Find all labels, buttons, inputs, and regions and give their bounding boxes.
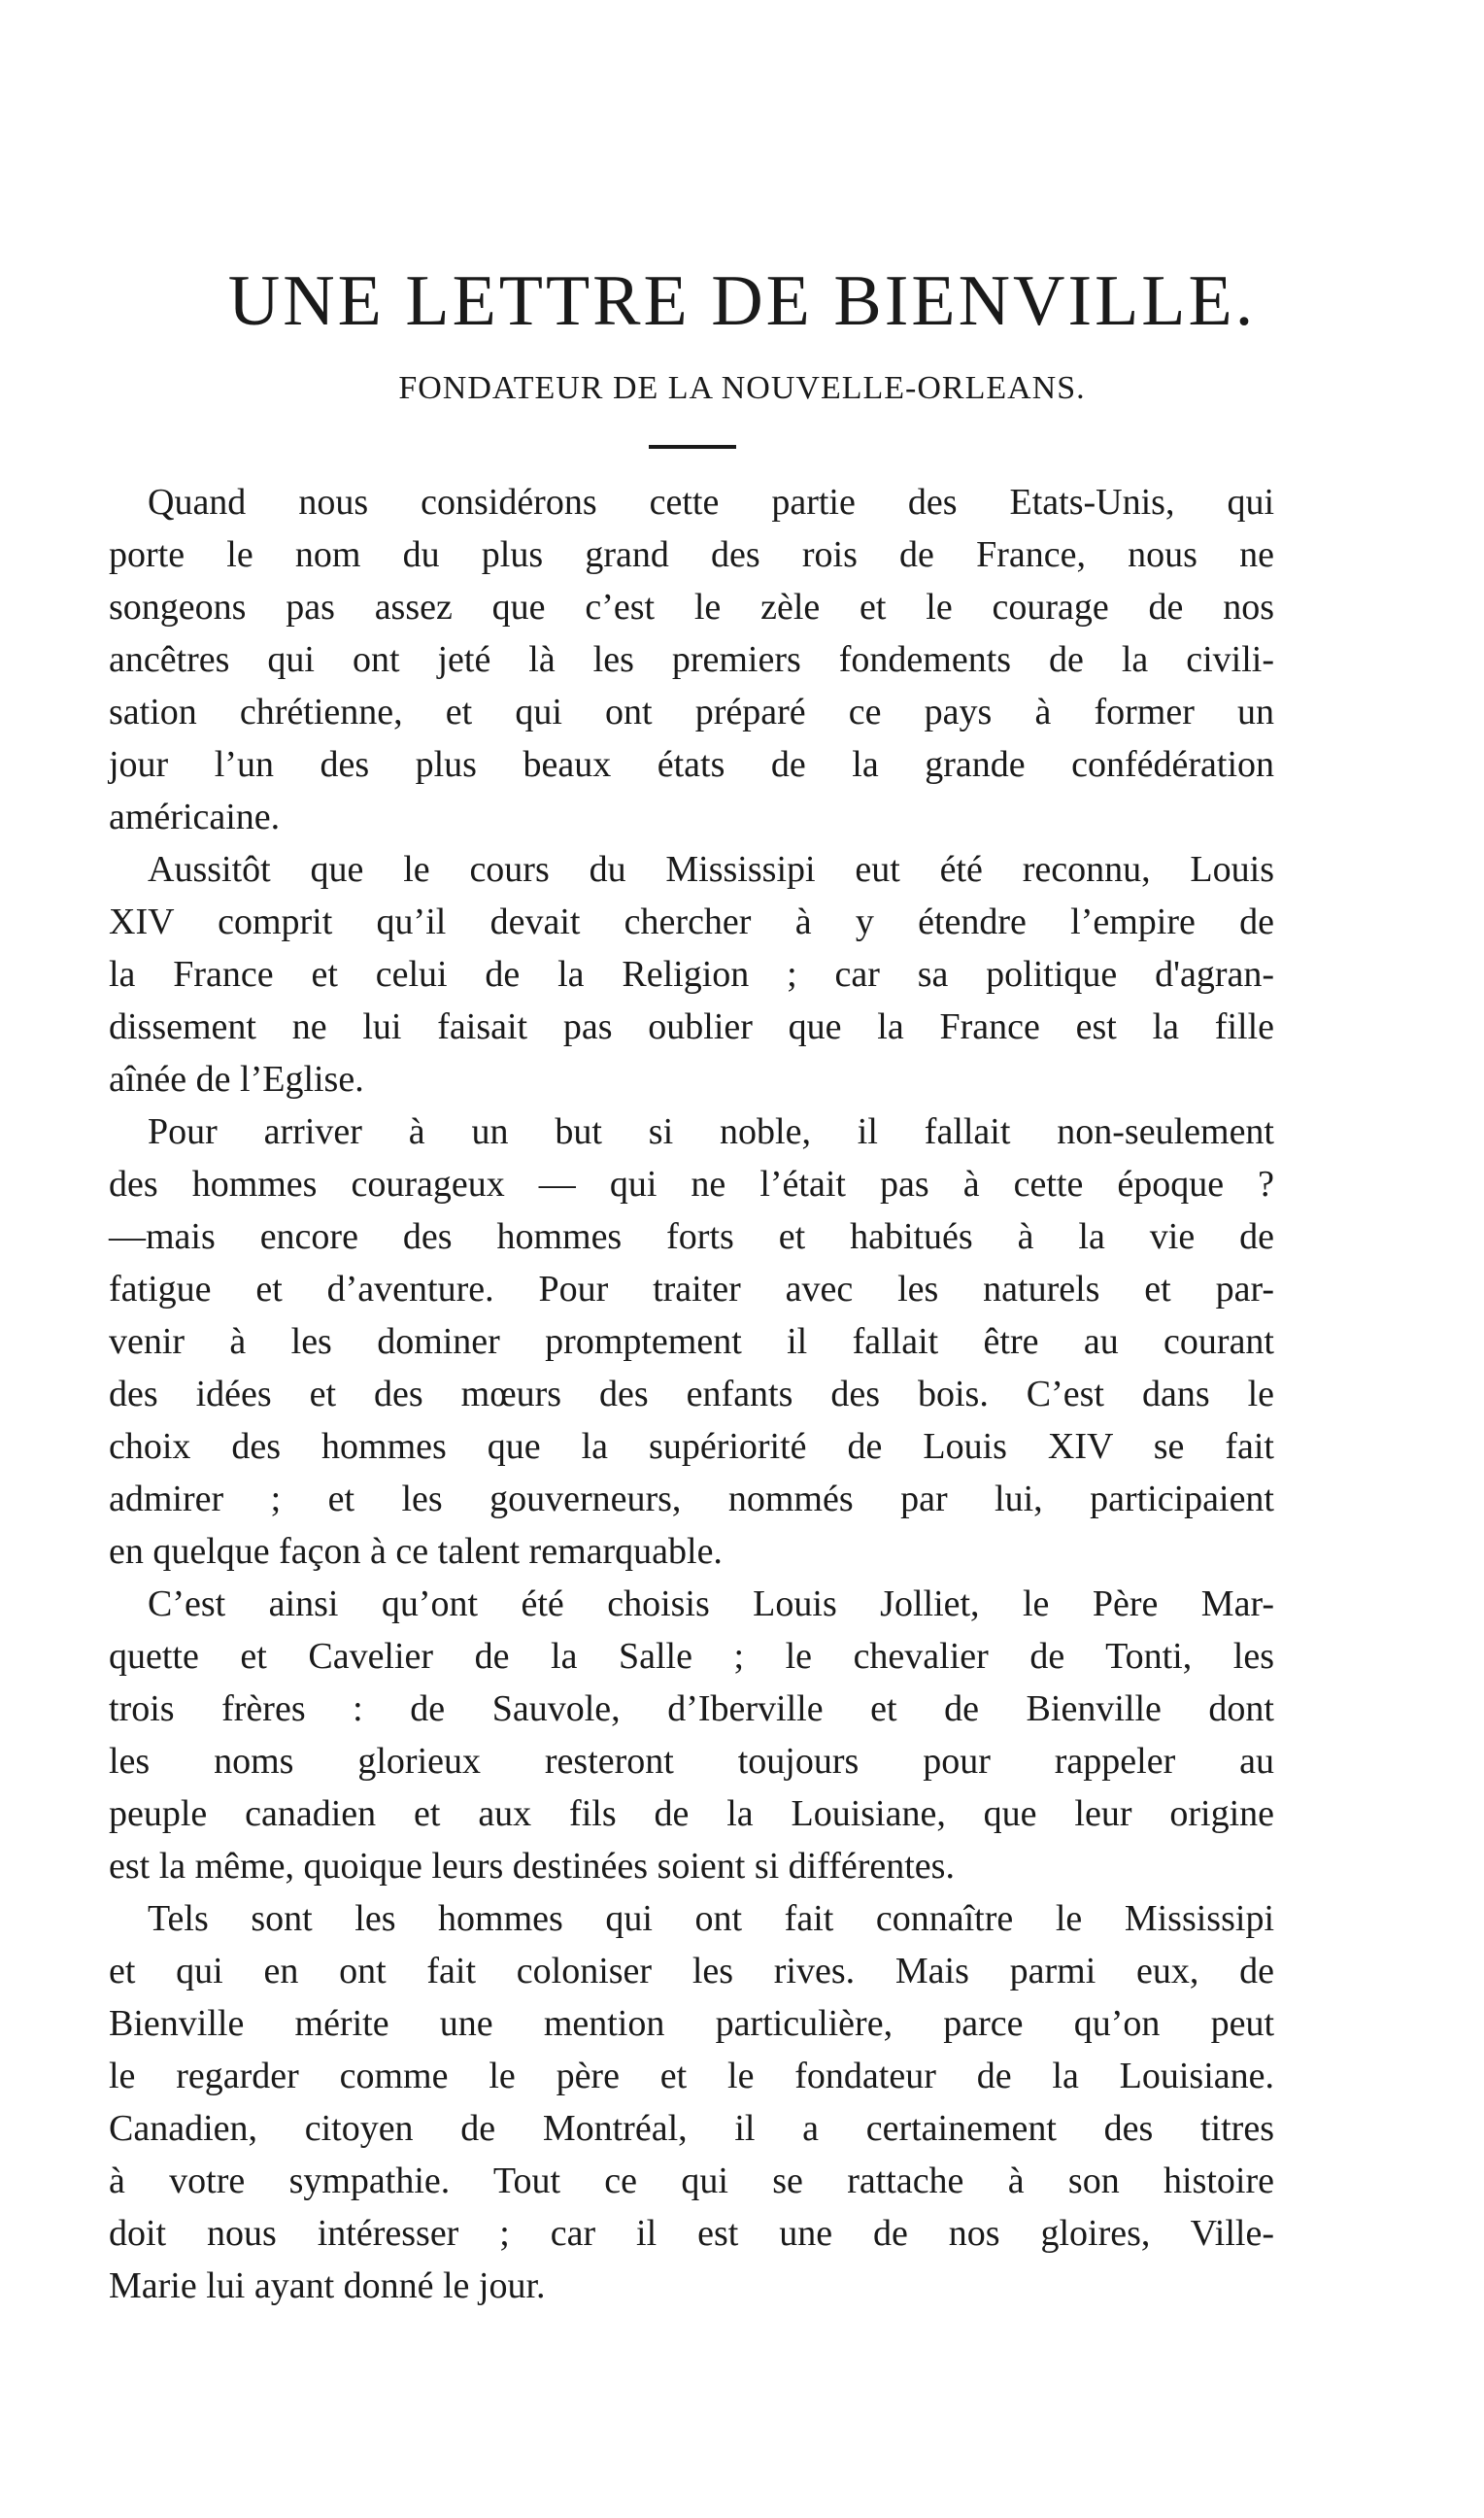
text-line: XIV comprit qu’il devait chercher à y étendre l’empire de (109, 902, 1274, 942)
text-line: Bienville mérite une mention particulière, parce qu’on peut (109, 2003, 1274, 2044)
text-line: ancêtres qui ont jeté là les premiers fondements de la civili- (109, 639, 1274, 680)
text-line: songeons pas assez que c’est le zèle et le courage de nos (109, 587, 1274, 628)
text-line: fatigue et d’aventure. Pour traiter avec les naturels et par- (109, 1269, 1274, 1310)
text-line: Tels sont les hommes qui ont fait connaître le Mississipi (148, 1898, 1274, 1939)
text-line: Pour arriver à un but si noble, il fallait non-seulement (148, 1111, 1274, 1152)
text-line: et qui en ont fait coloniser les rives. Mais parmi eux, de (109, 1951, 1274, 1991)
page-subtitle: FONDATEUR DE LA NOUVELLE-ORLEANS. (398, 370, 1086, 406)
page-title: UNE LETTRE DE BIENVILLE. (227, 261, 1257, 341)
text-line: quette et Cavelier de la Salle ; le chevalier de Tonti, les (109, 1636, 1274, 1677)
text-line: des idées et des mœurs des enfants des bois. C’est dans le (109, 1374, 1274, 1414)
title-divider (649, 445, 736, 449)
text-line: en quelque façon à ce talent remarquable. (109, 1531, 723, 1572)
text-line: doit nous intéresser ; car il est une de nos gloires, Ville- (109, 2213, 1274, 2254)
text-line: admirer ; et les gouverneurs, nommés par lui, participaient (109, 1479, 1274, 1519)
paragraph-4 (109, 1578, 1274, 1892)
text-line: sation chrétienne, et qui ont préparé ce pays à former un (109, 692, 1274, 732)
text-line: Aussitôt que le cours du Mississipi eut été reconnu, Louis (148, 849, 1274, 890)
text-line: Canadien, citoyen de Montréal, il a certainement des titres (109, 2108, 1274, 2149)
text-line: le regarder comme le père et le fondateur de la Louisiane. (109, 2056, 1274, 2096)
text-line: C’est ainsi qu’ont été choisis Louis Jolliet, le Père Mar- (148, 1583, 1274, 1624)
article-body (109, 476, 1274, 2312)
text-line: des hommes courageux — qui ne l’était pas à cette époque ? (109, 1164, 1274, 1205)
text-line: choix des hommes que la supériorité de Louis XIV se fait (109, 1426, 1274, 1467)
text-line: est la même, quoique leurs destinées soient si différentes. (109, 1846, 955, 1887)
text-line: à votre sympathie. Tout ce qui se rattache à son histoire (109, 2161, 1274, 2201)
text-line: porte le nom du plus grand des rois de France, nous ne (109, 534, 1274, 575)
text-line: aînée de l’Eglise. (109, 1059, 364, 1100)
text-line: la France et celui de la Religion ; car sa politique d'agran- (109, 954, 1274, 995)
text-line: Marie lui ayant donné le jour. (109, 2265, 546, 2306)
text-line: —mais encore des hommes forts et habitués à la vie de (109, 1216, 1274, 1257)
text-line: venir à les dominer promptement il fallait être au courant (109, 1321, 1274, 1362)
text-line: américaine. (109, 797, 281, 837)
text-line: jour l’un des plus beaux états de la grande confédération (109, 744, 1274, 785)
paragraph-5 (109, 1892, 1274, 2312)
text-line: peuple canadien et aux fils de la Louisiane, que leur origine (109, 1793, 1274, 1834)
paragraph-1 (109, 476, 1274, 843)
text-line: dissement ne lui faisait pas oublier que la France est la fille (109, 1006, 1274, 1047)
text-line: Quand nous considérons cette partie des Etats-Unis, qui (148, 482, 1274, 523)
paragraph-2 (109, 843, 1274, 1106)
text-line: les noms glorieux resteront toujours pour rappeler au (109, 1741, 1274, 1782)
paragraph-3 (109, 1106, 1274, 1578)
text-line: trois frères : de Sauvole, d’Iberville et de Bienville dont (109, 1688, 1274, 1729)
